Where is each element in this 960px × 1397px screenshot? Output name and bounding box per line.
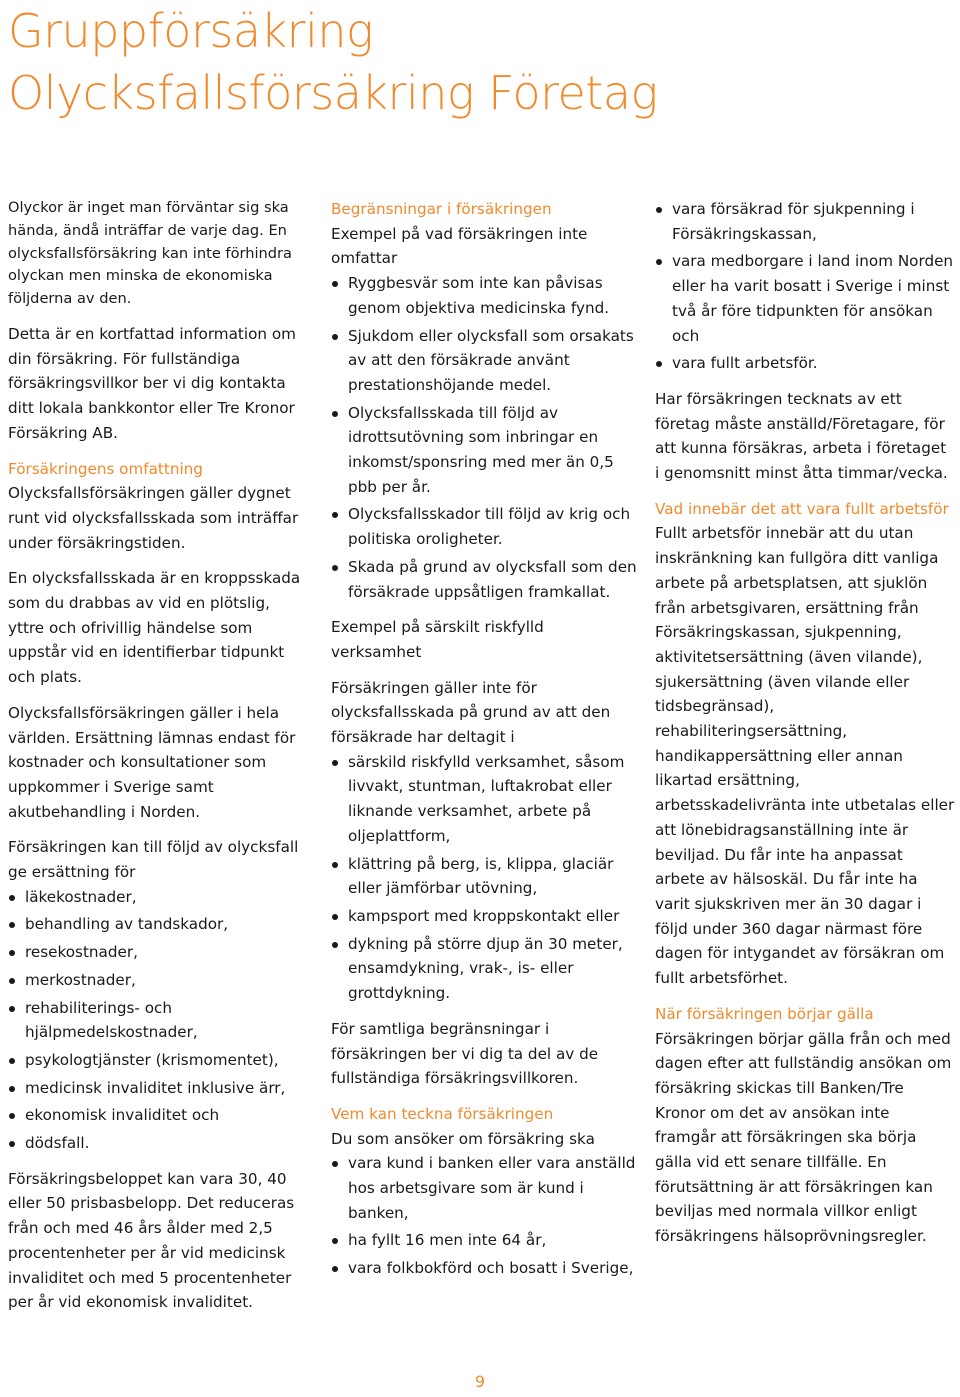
list-item: Skada på grund av olycksfall som den försäkrade uppsåtligen framkallat. — [331, 555, 637, 604]
fit-heading: Vad innebär det att vara fullt arbetsför — [655, 499, 949, 518]
risky-heading: Exempel på särskilt riskfylld verksamhet — [331, 618, 544, 661]
list-item: vara folkbokförd och bosatt i Sverige, — [331, 1256, 637, 1281]
list-item: resekostnader, — [8, 940, 308, 965]
list-item: medicinsk invaliditet inklusive ärr, — [8, 1076, 308, 1101]
list-item: vara kund i banken eller vara anställd hos arbetsgivare som är kund i banken, — [331, 1151, 637, 1225]
fit-paragraph — [655, 521, 955, 990]
limits-list — [331, 271, 637, 604]
column-1 — [8, 197, 308, 1326]
amount-text-a: Försäkringsbeloppet kan vara 30, 40 eller 50 prisbasbelopp. — [8, 1169, 287, 1213]
list-item: Sjukdom eller olycksfall som orsakats av att den försäkrade använt prestationshöjande medel. — [331, 324, 637, 398]
title-line-1: Gruppförsäkring — [8, 4, 374, 58]
compensation-list — [8, 885, 308, 1156]
world-text-b: Ersättning lämnas endast för kostnader och konsultationer som uppkommer i Sverige samt akutbehandling i Norden. — [8, 728, 296, 821]
amount-text-b: Det reduceras från och med 46 års ålder med 2,5 procentenheter per år vid medicinsk invaliditet och med 5 procentenheter per år vid ekonomisk invaliditet. — [8, 1194, 295, 1312]
list-item: vara medborgare i land inom Norden eller ha varit bosatt i Sverige i minst två år före tidpunkten för ansökan och — [655, 249, 955, 348]
fit-text-b: Du får inte ha anpassat arbete av hälsoskäl. — [655, 845, 903, 889]
list-item: kampsport med kroppskontakt eller — [331, 904, 637, 929]
list-item: vara försäkrad för sjukpenning i Försäkringskassan, — [655, 197, 955, 246]
scope-heading: Försäkringens omfattning — [8, 459, 203, 478]
intro-paragraph: Olyckor är inget man förväntar sig ska hända, ändå inträffar de varje dag. En olycksfallsförsäkring kan inte förhindra olyckan men minska de ekonomiska följderna av den. — [8, 199, 293, 308]
list-item: särskild riskfylld verksamhet, såsom livvakt, stuntman, luftakrobat eller liknande verksamhet, arbete på oljeplattform, — [331, 750, 637, 849]
list-item: dödsfall. — [8, 1131, 308, 1156]
amount-paragraph — [8, 1167, 308, 1315]
world-paragraph — [8, 701, 308, 825]
column-3 — [655, 197, 955, 1260]
eligibility-list-continued — [655, 197, 955, 376]
fit-text-c: Du får inte ha varit sjukskriven mer än 30 dagar i följd under 360 dagar närmast före dagen för intygandet av försäkran om fullt arbetsförhet. — [655, 870, 945, 988]
list-item: Ryggbesvär som inte kan påvisas genom objektiva medicinska fynd. — [331, 271, 637, 320]
list-item: ekonomisk invaliditet och — [8, 1103, 308, 1128]
risky-list — [331, 750, 637, 1006]
info-text-a: Detta är en kortfattad information om din försäkring. — [8, 324, 296, 368]
all-limits-paragraph: För samtliga begränsningar i försäkringen ber vi dig ta del av de fullständiga försäkringsvillkoren. — [331, 1019, 599, 1088]
start-text-b: En förutsättning är att försäkringen kan beviljas med normala villkor enligt försäkringens hälsoprövningsregler. — [655, 1153, 933, 1246]
list-item: vara fullt arbetsför. — [655, 351, 955, 376]
list-item: Olycksfallsskador till följd av krig och politiska oroligheter. — [331, 502, 637, 551]
list-item: ha fyllt 16 men inte 64 år, — [331, 1228, 637, 1253]
limits-heading: Begränsningar i försäkringen — [331, 200, 552, 218]
title-line-2: Olycksfallsförsäkring Företag — [8, 66, 658, 120]
limits-subheading: Exempel på vad försäkringen inte omfattar — [331, 224, 588, 268]
list-item: rehabiliterings- och hjälpmedelskostnader, — [8, 996, 308, 1045]
who-heading: Vem kan teckna försäkringen — [331, 1104, 554, 1123]
list-item: Olycksfallsskada till följd av idrottsutövning som inbringar en inkomst/sponsring med mer än 0,5 pbb per år. — [331, 401, 637, 500]
risky-subheading: Försäkringen gäller inte för olycksfallsskada på grund av att den försäkrade har deltagit i — [331, 678, 611, 747]
start-paragraph — [655, 1027, 955, 1249]
list-item: psykologtjänster (krismomentet), — [8, 1048, 308, 1073]
info-paragraph — [8, 322, 308, 446]
start-text-a: Försäkringen börjar gälla från och med dagen efter att fullständig ansökan om försäkring skickas till Banken/Tre Kronor om det av ansökan inte framgår att försäkringen ska börja gälla vid ett senare tillfälle. — [655, 1029, 952, 1172]
company-paragraph: Har försäkringen tecknats av ett företag måste anställd/Företagare, för att kunna försäkras, arbeta i företaget i genomsnitt minst åtta timmar/vecka. — [655, 389, 948, 483]
definition-paragraph: En olycksfallsskada är en kroppsskada som du drabbas av vid en plötslig, yttre och ofrivillig händelse som uppstår vid en identifierbar tidpunkt och plats. — [8, 569, 301, 687]
who-list — [331, 1151, 637, 1281]
list-item: behandling av tandskador, — [8, 912, 308, 937]
page-number: 9 — [474, 1372, 486, 1391]
fit-text-a: Fullt arbetsför innebär att du utan inskränkning kan fullgöra ditt vanliga arbete på arbetsplatsen, att sjuklön från arbetsgivaren, ersättning från Försäkringskassan, sjukpenning, aktivitetsersättning (även vilande), sjukersättning (även vilande eller tidsbegränsad), rehabiliteringsersättning, handikappersättning eller annan likartad ersättning, arbetsskadelivränta inte utbetalas eller att lönebidragsanställning inte är beviljad. — [655, 524, 955, 864]
who-subheading: Du som ansöker om försäkring ska — [331, 1129, 595, 1148]
world-text-a: Olycksfallsförsäkringen gäller i hela världen. — [8, 703, 279, 747]
start-heading: När försäkringen börjar gälla — [655, 1004, 874, 1023]
column-2 — [331, 197, 637, 1292]
document-title — [8, 0, 658, 124]
list-item: klättring på berg, is, klippa, glaciär eller jämförbar utövning, — [331, 852, 637, 901]
compensation-heading: Försäkringen kan till följd av olycksfall ge ersättning för — [8, 838, 299, 882]
list-item: merkostnader, — [8, 968, 308, 993]
list-item: dykning på större djup än 30 meter, ensamdykning, vrak-, is- eller grottdykning. — [331, 932, 637, 1006]
info-text-b: För fullständiga försäkringsvillkor ber vi dig kontakta ditt lokala bankkontor eller Tre Kronor Försäkring AB. — [8, 349, 295, 442]
list-item: läkekostnader, — [8, 885, 308, 910]
scope-text: Olycksfallsförsäkringen gäller dygnet runt vid olycksfallsskada som inträffar under försäkringstiden. — [8, 484, 299, 552]
